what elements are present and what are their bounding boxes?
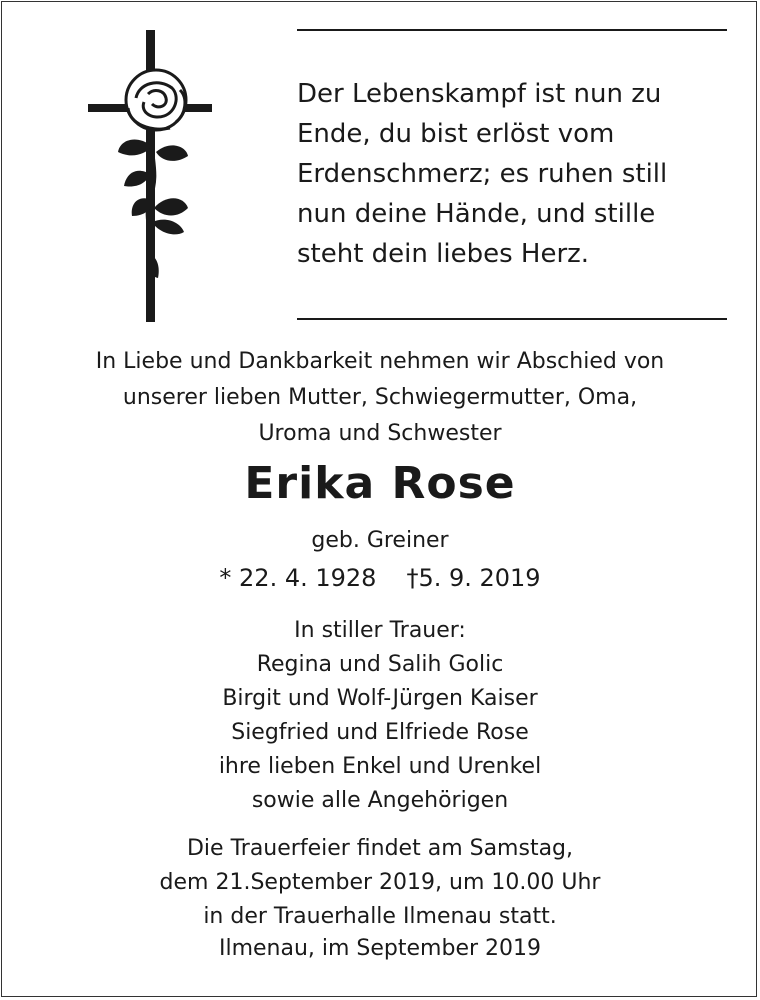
maiden-name: geb. Greiner xyxy=(311,528,449,553)
mourners-heading: In stiller Trauer: xyxy=(294,618,466,643)
bottom-divider xyxy=(297,318,727,320)
poem-line: nun deine Hände, und stille xyxy=(297,199,656,229)
intro-line: Uroma und Schwester xyxy=(258,421,502,446)
mourner-line: sowie alle Angehörigen xyxy=(251,788,509,813)
farewell-intro xyxy=(0,344,760,452)
service-line: dem 21.September 2019, um 10.00 Uhr xyxy=(159,870,601,895)
poem-line: steht dein liebes Herz. xyxy=(297,239,590,269)
poem-verse xyxy=(297,74,737,274)
mourner-line: ihre lieben Enkel und Urenkel xyxy=(218,754,542,779)
poem-line: Ende, du bist erlöst vom xyxy=(297,119,615,149)
poem-line: Der Lebenskampf ist nun zu xyxy=(297,79,662,109)
cross-with-rose-icon xyxy=(84,28,218,326)
birth-date: * 22. 4. 1928 xyxy=(219,564,377,592)
death-date: †5. 9. 2019 xyxy=(406,564,541,592)
service-line: in der Trauerhalle Ilmenau statt. xyxy=(203,904,557,929)
mourners-list xyxy=(0,614,760,818)
mourner-line: Birgit und Wolf-Jürgen Kaiser xyxy=(222,686,538,711)
mourner-line: Siegfried und Elfriede Rose xyxy=(231,720,529,745)
deceased-name: Erika Rose xyxy=(244,458,516,509)
intro-line: In Liebe und Dankbarkeit nehmen wir Abschied von xyxy=(95,349,665,374)
funeral-service-info xyxy=(0,832,760,934)
life-dates xyxy=(0,560,760,596)
service-line: Die Trauerfeier findet am Samstag, xyxy=(186,836,574,861)
mourner-line: Regina und Salih Golic xyxy=(256,652,504,677)
poem-line: Erdenschmerz; es ruhen still xyxy=(297,159,668,189)
intro-line: unserer lieben Mutter, Schwiegermutter, Oma, xyxy=(122,385,638,410)
place-and-date: Ilmenau, im September 2019 xyxy=(218,936,542,961)
top-divider xyxy=(297,29,727,31)
